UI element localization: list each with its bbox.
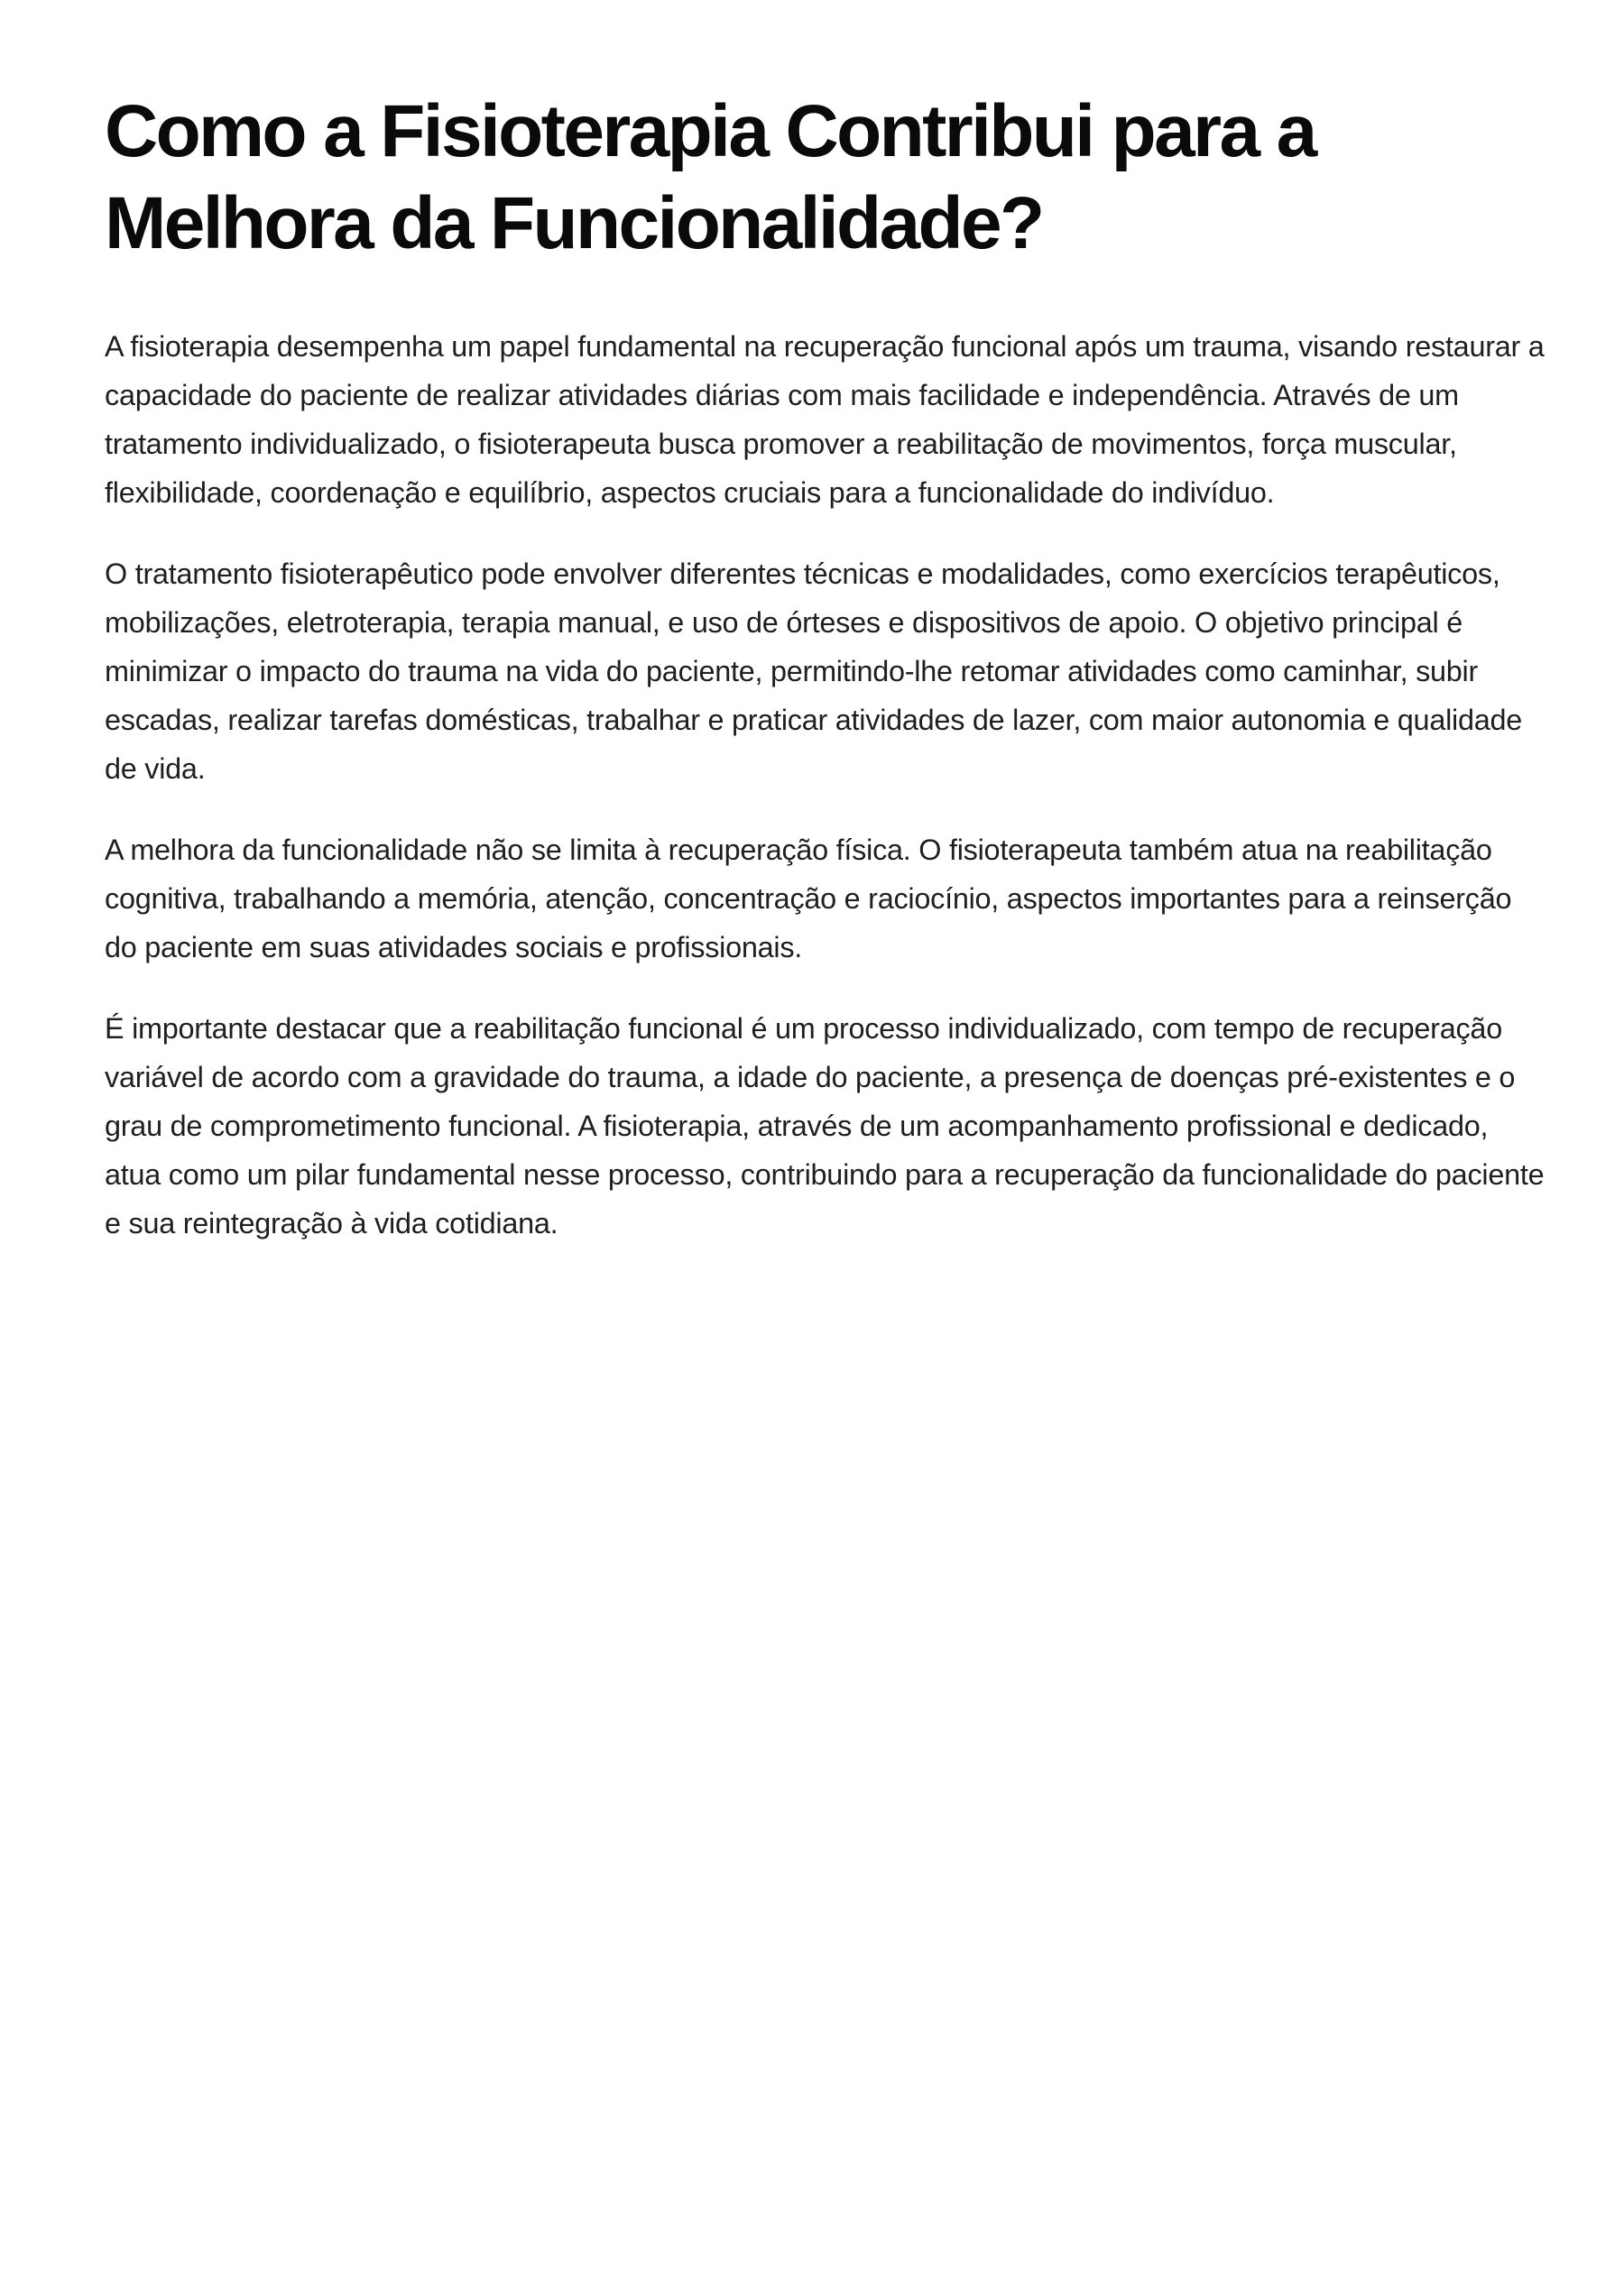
paragraph: É importante destacar que a reabilitação funcional é um processo individualizado, com tempo de recuperação variável de acordo com a gravidade do trauma, a idade do paciente, a presença de doenças pré-existentes e o grau de comprometimento funcional. A fisioterapia, através de um acompanhamento profissional e dedicado, atua como um pilar fundamental nesse processo, contribuindo para a recuperação da funcionalidade do paciente e sua reintegração à vida cotidiana.	[105, 1012, 1545, 1240]
page-title: Como a Fisioterapia Contribui para a Melhora da Funcionalidade?	[105, 90, 1315, 264]
document-page	[105, 86, 1548, 1280]
paragraph: A fisioterapia desempenha um papel fundamental na recuperação funcional após um trauma, visando restaurar a capacidade do paciente de realizar atividades diárias com mais facilidade e independência. Através de um tratamento individualizado, o fisioterapeuta busca promover a reabilitação de movimentos, força muscular, flexibilidade, coordenação e equilíbrio, aspectos cruciais para a funcionalidade do indivíduo.	[105, 330, 1545, 509]
paragraph: O tratamento fisioterapêutico pode envolver diferentes técnicas e modalidades, como exercícios terapêuticos, mobilizações, eletroterapia, terapia manual, e uso de órteses e dispositivos de apoio. O objetivo principal é minimizar o impacto do trauma na vida do paciente, permitindo-lhe retomar atividades como caminhar, subir escadas, realizar tarefas domésticas, trabalhar e praticar atividades de lazer, com maior autonomia e qualidade de vida.	[105, 558, 1523, 785]
paragraph: A melhora da funcionalidade não se limita à recuperação física. O fisioterapeuta também atua na reabilitação cognitiva, trabalhando a memória, atenção, concentração e raciocínio, aspectos importantes para a reinserção do paciente em suas atividades sociais e profissionais.	[105, 834, 1512, 963]
document-body	[105, 322, 1548, 1248]
